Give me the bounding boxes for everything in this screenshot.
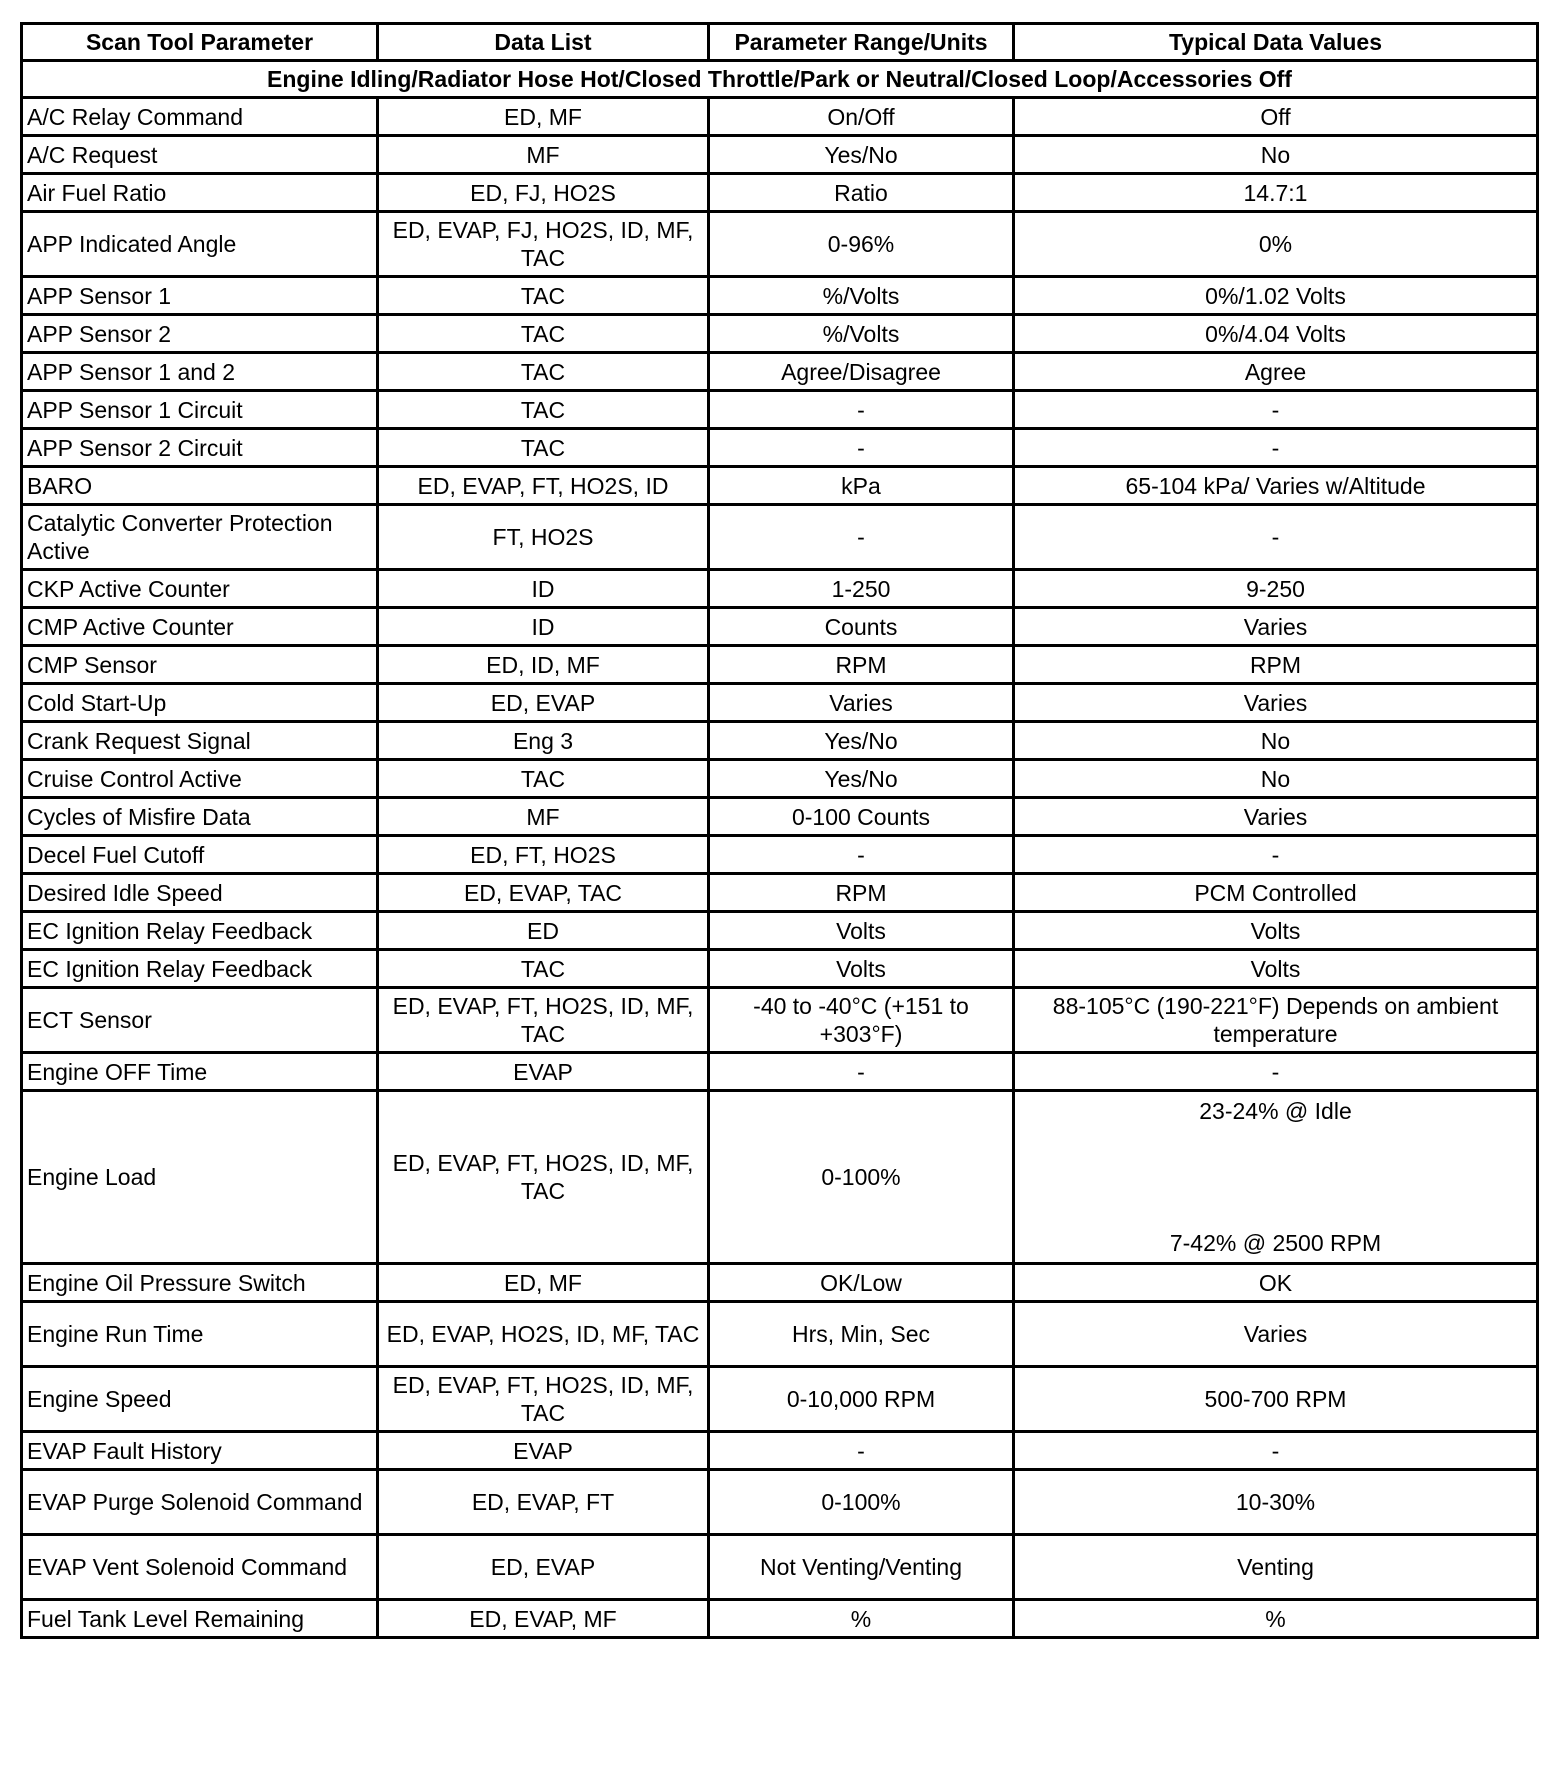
typical-cell: -: [1014, 836, 1538, 874]
datalist-cell: ED, EVAP, TAC: [378, 874, 709, 912]
table-row: [22, 836, 1538, 874]
datalist-cell: EVAP: [378, 1432, 709, 1470]
typical-cell: Varies: [1014, 684, 1538, 722]
range-cell: kPa: [709, 467, 1014, 505]
table-row: [22, 646, 1538, 684]
range-cell: Yes/No: [709, 136, 1014, 174]
typical-cell: Agree: [1014, 353, 1538, 391]
datalist-cell: ED, EVAP, FT, HO2S, ID: [378, 467, 709, 505]
table-row: [22, 315, 1538, 353]
param-cell: EC Ignition Relay Feedback: [22, 950, 378, 988]
datalist-cell: EVAP: [378, 1053, 709, 1091]
param-cell: Engine Run Time: [22, 1302, 378, 1367]
table-row: [22, 174, 1538, 212]
datalist-cell: MF: [378, 136, 709, 174]
range-cell: -: [709, 429, 1014, 467]
range-cell: Ratio: [709, 174, 1014, 212]
range-cell: -: [709, 505, 1014, 570]
typical-cell: Off: [1014, 98, 1538, 136]
datalist-cell: ED, MF: [378, 98, 709, 136]
datalist-cell: ED, EVAP, FJ, HO2S, ID, MF, TAC: [378, 212, 709, 277]
scan-tool-data-table: [20, 22, 1539, 1639]
table-row: [22, 1470, 1538, 1535]
table-row: [22, 1367, 1538, 1432]
range-cell: -: [709, 391, 1014, 429]
datalist-cell: MF: [378, 798, 709, 836]
datalist-cell: ID: [378, 570, 709, 608]
datalist-cell: ED, EVAP, FT: [378, 1470, 709, 1535]
header-scan-tool-parameter: Scan Tool Parameter: [22, 24, 378, 61]
typical-cell: OK: [1014, 1264, 1538, 1302]
table-row: [22, 277, 1538, 315]
range-cell: 1-250: [709, 570, 1014, 608]
param-cell: CKP Active Counter: [22, 570, 378, 608]
param-cell: EC Ignition Relay Feedback: [22, 912, 378, 950]
table-row: [22, 136, 1538, 174]
param-cell: A/C Relay Command: [22, 98, 378, 136]
range-cell: On/Off: [709, 98, 1014, 136]
param-cell: Fuel Tank Level Remaining: [22, 1600, 378, 1638]
typical-cell: 10-30%: [1014, 1470, 1538, 1535]
typical-cell: 14.7:1: [1014, 174, 1538, 212]
param-cell: Air Fuel Ratio: [22, 174, 378, 212]
range-cell: Hrs, Min, Sec: [709, 1302, 1014, 1367]
param-cell: APP Sensor 1 Circuit: [22, 391, 378, 429]
datalist-cell: TAC: [378, 950, 709, 988]
param-cell: Engine Oil Pressure Switch: [22, 1264, 378, 1302]
condition-row: [22, 61, 1538, 98]
header-typical-data-values: Typical Data Values: [1014, 24, 1538, 61]
range-cell: Volts: [709, 912, 1014, 950]
table-row: [22, 570, 1538, 608]
datalist-cell: ED, EVAP, HO2S, ID, MF, TAC: [378, 1302, 709, 1367]
datalist-cell: ED, ID, MF: [378, 646, 709, 684]
param-cell: EVAP Vent Solenoid Command: [22, 1535, 378, 1600]
param-cell: CMP Active Counter: [22, 608, 378, 646]
typical-2500-value: 7-42% @ 2500 RPM: [1169, 1230, 1382, 1256]
table-row: [22, 353, 1538, 391]
table-row: [22, 429, 1538, 467]
typical-cell: [1014, 1091, 1538, 1264]
test-condition: Engine Idling/Radiator Hose Hot/Closed Throttle/Park or Neutral/Closed Loop/Accessories Off: [22, 61, 1538, 98]
table-row: [22, 505, 1538, 570]
table-row: [22, 1264, 1538, 1302]
range-cell: %/Volts: [709, 315, 1014, 353]
range-cell: Not Venting/Venting: [709, 1535, 1014, 1600]
table-row: [22, 608, 1538, 646]
datalist-cell: ED, EVAP: [378, 684, 709, 722]
typical-idle-value: 23-24% @ Idle: [1199, 1098, 1352, 1124]
typical-cell: -: [1014, 1053, 1538, 1091]
param-cell: Cycles of Misfire Data: [22, 798, 378, 836]
param-cell: Cold Start-Up: [22, 684, 378, 722]
param-cell: Engine OFF Time: [22, 1053, 378, 1091]
table-row: [22, 798, 1538, 836]
typical-cell: Venting: [1014, 1535, 1538, 1600]
table-row: [22, 874, 1538, 912]
typical-cell: 0%/4.04 Volts: [1014, 315, 1538, 353]
datalist-cell: FT, HO2S: [378, 505, 709, 570]
range-cell: RPM: [709, 646, 1014, 684]
table-row: [22, 684, 1538, 722]
range-cell: %/Volts: [709, 277, 1014, 315]
typical-cell: -: [1014, 391, 1538, 429]
typical-cell: Volts: [1014, 950, 1538, 988]
param-cell: Cruise Control Active: [22, 760, 378, 798]
param-cell: APP Sensor 1 and 2: [22, 353, 378, 391]
typical-cell: No: [1014, 136, 1538, 174]
datalist-cell: TAC: [378, 429, 709, 467]
datalist-cell: ID: [378, 608, 709, 646]
param-cell: Engine Load: [22, 1091, 378, 1264]
datalist-cell: ED, FJ, HO2S: [378, 174, 709, 212]
range-cell: Volts: [709, 950, 1014, 988]
table-row: [22, 912, 1538, 950]
table-row: [22, 1535, 1538, 1600]
range-cell: Yes/No: [709, 760, 1014, 798]
param-cell: Engine Speed: [22, 1367, 378, 1432]
typical-cell: RPM: [1014, 646, 1538, 684]
param-cell: APP Sensor 2 Circuit: [22, 429, 378, 467]
table-row: [22, 760, 1538, 798]
typical-cell: %: [1014, 1600, 1538, 1638]
table-row: [22, 98, 1538, 136]
table-row: [22, 1432, 1538, 1470]
table-row: [22, 988, 1538, 1053]
datalist-cell: Eng 3: [378, 722, 709, 760]
typical-cell: No: [1014, 760, 1538, 798]
datalist-cell: TAC: [378, 277, 709, 315]
range-cell: 0-100%: [709, 1470, 1014, 1535]
table-row: [22, 1053, 1538, 1091]
param-cell: Catalytic Converter Protection Active: [22, 505, 378, 570]
param-cell: A/C Request: [22, 136, 378, 174]
datalist-cell: TAC: [378, 353, 709, 391]
range-cell: -: [709, 1053, 1014, 1091]
typical-cell: PCM Controlled: [1014, 874, 1538, 912]
typical-cell: -: [1014, 505, 1538, 570]
param-cell: EVAP Fault History: [22, 1432, 378, 1470]
table-row: [22, 212, 1538, 277]
datalist-cell: ED, EVAP, FT, HO2S, ID, MF, TAC: [378, 1367, 709, 1432]
param-cell: APP Indicated Angle: [22, 212, 378, 277]
typical-cell: -: [1014, 429, 1538, 467]
table-row: [22, 1600, 1538, 1638]
range-cell: OK/Low: [709, 1264, 1014, 1302]
range-cell: -40 to -40°C (+151 to +303°F): [709, 988, 1014, 1053]
engine-load-typical-values: [1019, 1097, 1532, 1257]
typical-cell: Varies: [1014, 798, 1538, 836]
range-cell: RPM: [709, 874, 1014, 912]
datalist-cell: ED: [378, 912, 709, 950]
header-parameter-range-units: Parameter Range/Units: [709, 24, 1014, 61]
param-cell: CMP Sensor: [22, 646, 378, 684]
typical-cell: 500-700 RPM: [1014, 1367, 1538, 1432]
param-cell: BARO: [22, 467, 378, 505]
range-cell: 0-10,000 RPM: [709, 1367, 1014, 1432]
typical-cell: 65-104 kPa/ Varies w/Altitude: [1014, 467, 1538, 505]
range-cell: Counts: [709, 608, 1014, 646]
param-cell: EVAP Purge Solenoid Command: [22, 1470, 378, 1535]
datalist-cell: ED, FT, HO2S: [378, 836, 709, 874]
table-row: [22, 1091, 1538, 1264]
datalist-cell: ED, EVAP, FT, HO2S, ID, MF, TAC: [378, 988, 709, 1053]
range-cell: -: [709, 1432, 1014, 1470]
header-row: [22, 24, 1538, 61]
datalist-cell: ED, EVAP: [378, 1535, 709, 1600]
datalist-cell: ED, EVAP, MF: [378, 1600, 709, 1638]
table-row: [22, 467, 1538, 505]
param-cell: Desired Idle Speed: [22, 874, 378, 912]
typical-cell: Volts: [1014, 912, 1538, 950]
param-cell: APP Sensor 1: [22, 277, 378, 315]
range-cell: 0-96%: [709, 212, 1014, 277]
param-cell: APP Sensor 2: [22, 315, 378, 353]
range-cell: Agree/Disagree: [709, 353, 1014, 391]
datalist-cell: TAC: [378, 391, 709, 429]
typical-cell: Varies: [1014, 608, 1538, 646]
typical-cell: 0%/1.02 Volts: [1014, 277, 1538, 315]
range-cell: 0-100%: [709, 1091, 1014, 1264]
param-cell: Decel Fuel Cutoff: [22, 836, 378, 874]
datalist-cell: ED, EVAP, FT, HO2S, ID, MF, TAC: [378, 1091, 709, 1264]
range-cell: 0-100 Counts: [709, 798, 1014, 836]
datalist-cell: TAC: [378, 315, 709, 353]
typical-cell: -: [1014, 1432, 1538, 1470]
range-cell: -: [709, 836, 1014, 874]
table-row: [22, 722, 1538, 760]
param-cell: Crank Request Signal: [22, 722, 378, 760]
typical-cell: Varies: [1014, 1302, 1538, 1367]
range-cell: %: [709, 1600, 1014, 1638]
range-cell: Varies: [709, 684, 1014, 722]
table-row: [22, 950, 1538, 988]
param-cell: ECT Sensor: [22, 988, 378, 1053]
typical-cell: No: [1014, 722, 1538, 760]
range-cell: Yes/No: [709, 722, 1014, 760]
datalist-cell: TAC: [378, 760, 709, 798]
table-row: [22, 1302, 1538, 1367]
table-row: [22, 391, 1538, 429]
datalist-cell: ED, MF: [378, 1264, 709, 1302]
typical-cell: 9-250: [1014, 570, 1538, 608]
typical-cell: 0%: [1014, 212, 1538, 277]
header-data-list: Data List: [378, 24, 709, 61]
typical-cell: 88-105°C (190-221°F) Depends on ambient temperature: [1014, 988, 1538, 1053]
